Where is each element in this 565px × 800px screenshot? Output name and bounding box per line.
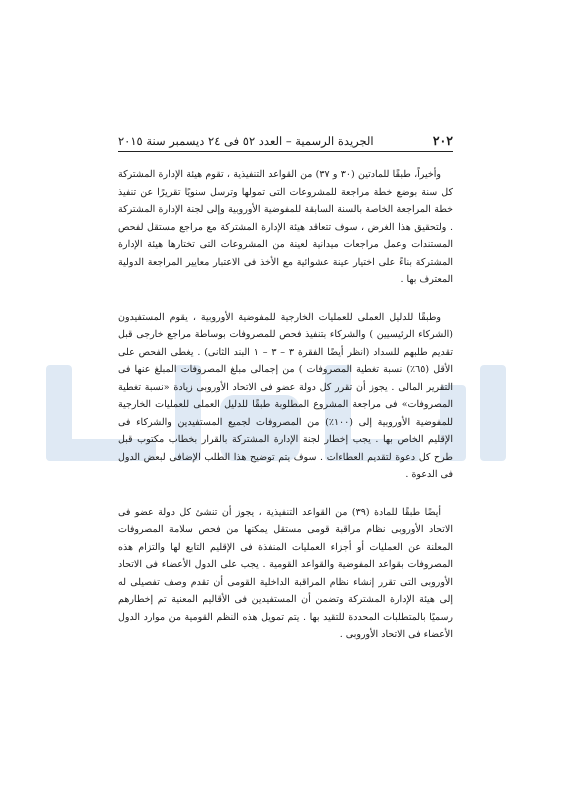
gazette-title: الجريدة الرسمية – العدد ٥٢ فى ٢٤ ديسمبر سنة ٢٠١٥ <box>118 134 374 148</box>
page-header <box>118 133 453 148</box>
paragraph-national-control-system: أيضًا طبقًا للمادة (٣٩) من القواعد التنفيذية ، يجوز أن تنشئ كل دولة عضو فى الاتحاد الأوروبى نظام مراقبة قومى مستقل يمكنها من فحص سلامة المصروفات المعلنة عن العمليات أو أجزاء العمليات المنفذة فى الإقليم التابع لها والتزام هذه المصروفات بقواعد المفوضية والقواعد القومية . يجب على الدول الأعضاء فى الاتحاد الأوروبى التى تقرر إنشاء نظام المراقبة الداخلية القومى أن تقدم وصف تفصيلى له إلى هيئة الإدارة المشتركة وتضمن أن المستفيدين فى الأقاليم المعنية تم إخطارهم رسميًا بالمتطلبات المحددة للتقيد بها . يتم تمويل هذه النظم القومية من موارد الدول الأعضاء فى الاتحاد الأوروبى . <box>118 506 453 640</box>
document-body <box>118 166 453 644</box>
header-rule <box>118 151 453 152</box>
page-number: ٢٠٢ <box>432 133 453 148</box>
paragraph-audit-plan: وأخيراً، طبقًا للمادتين (٣٠ و ٣٧) من القواعد التنفيذية ، تقوم هيئة الإدارة المشتركة كل سنة بوضع خطة مراجعة للمشروعات التى تمولها وترسل سنويًا تقريرًا عن تنفيذ خطة المراجعة الخاصة بالسنة السابقة للمفوضية الأوروبية وإلى لجنة الإدارة المشتركة . ولتحقيق هذا الغرض ، سوف تتعاقد هيئة الإدارة المشتركة مع مراجع مستقل لفحص المستندات وعمل مراجعات ميدانية لعينة من المشروعات التى تختارها هيئة الإدارة المشتركة بناءً على اختيار عينة عشوائية مع الأخذ فى الاعتبار معايير المراجعة الدولية المعترف بها . <box>118 169 453 285</box>
paragraph-expenditure-verification: وطبقًا للدليل العملى للعمليات الخارجية للمفوضية الأوروبية ، يقوم المستفيدون (الشركاء الرئيسيين ) والشركاء بتنفيذ فحص للمصروفات بوساطة مراجع خارجى قبل تقديم طلبهم للسداد (انظر أيضًا الفقرة ٣ – ٣ – ١ البند الثانى) . يغطى الفحص على الأقل (٦٥٪) نسبة تغطية المصروفات ) من إجمالى مبلغ المصروفات المبلغ عنها فى التقرير المالى . يجوز أن تقرر كل دولة عضو فى الاتحاد الأوروبى زيادة «نسبة تغطية المصروفات» فى مراجعة المشروع المطلوبة طبقًا للدليل العملى للعمليات الخارجية للمفوضية الأوروبية إلى (١٠٠٪) من المصروفات لجميع المستفيدين والشركاء فى الإقليم الخاص بها . يجب إخطار لجنة الإدارة المشتركة بالقرار بخطاب مكتوب قبل طرح كل دعوة لتقديم العطاءات . سوف يتم توضيح هذا الطلب الإضافى لبعض الدول فى الدعوة . <box>118 311 454 480</box>
